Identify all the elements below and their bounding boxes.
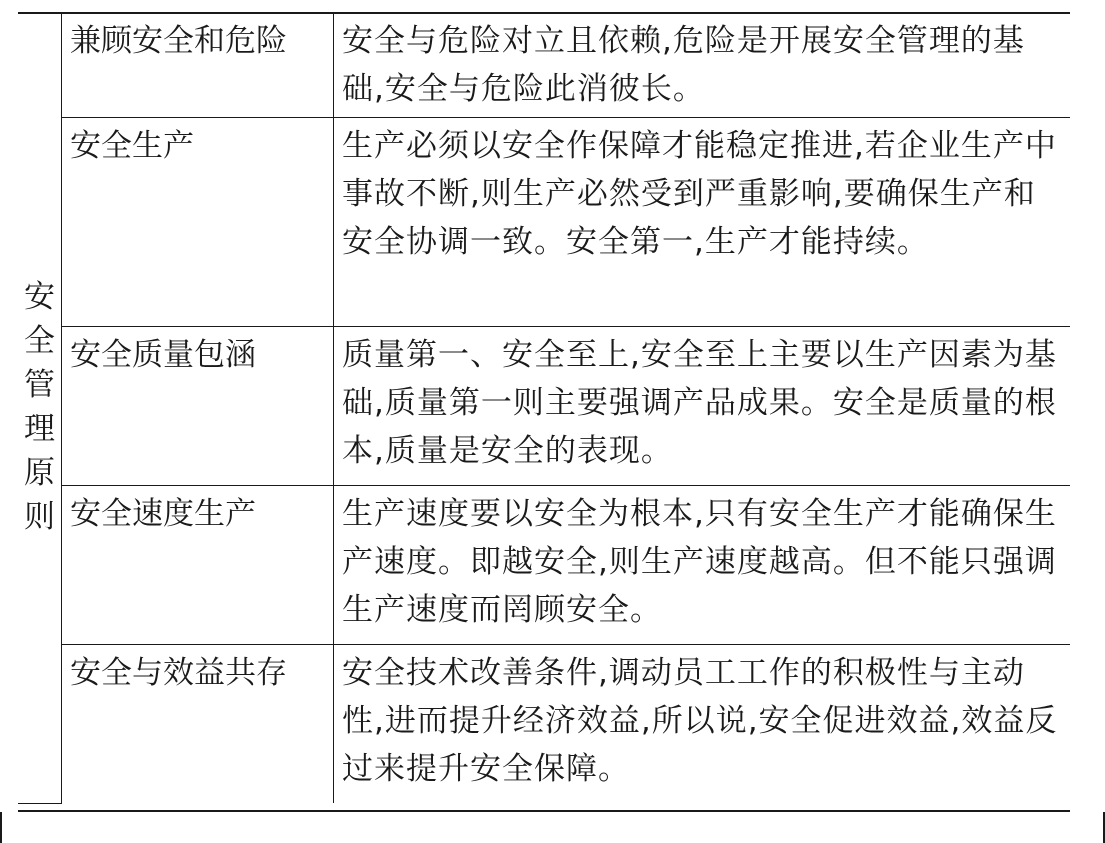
principle-description: 安全与危险对立且依赖,危险是开展安全管理的基础,安全与危险此消彼长。	[334, 13, 1071, 118]
principle-name: 兼顾安全和危险	[62, 13, 334, 118]
table-row	[18, 13, 1070, 118]
principle-description: 安全技术改善条件,调动员工工作的积极性与主动性,进而提升经济效益,所以说,安全促进效益,效益反过来提升安全保障。	[334, 645, 1071, 804]
table-row	[18, 486, 1070, 645]
table-row	[18, 645, 1070, 804]
principle-name: 安全速度生产	[62, 486, 334, 645]
table-row	[18, 118, 1070, 327]
safety-principles-table	[18, 13, 1070, 804]
principle-description: 生产速度要以安全为根本,只有安全生产才能确保生产速度。即越安全,则生产速度越高。但不能只强调生产速度而罔顾安全。	[334, 486, 1071, 645]
group-label: 安全管理原则	[24, 278, 55, 535]
principle-description: 质量第一、安全至上,安全至上主要以生产因素为基础,质量第一则主要强调产品成果。安全是质量的根本,质量是安全的表现。	[334, 327, 1071, 486]
principle-name: 安全生产	[62, 118, 334, 327]
principle-name: 安全与效益共存	[62, 645, 334, 804]
principle-name: 安全质量包涵	[62, 327, 334, 486]
principle-description: 生产必须以安全作保障才能稳定推进,若企业生产中事故不断,则生产必然受到严重影响,要确保生产和安全协调一致。安全第一,生产才能持续。	[334, 118, 1071, 327]
table-bottom-rule	[18, 810, 1070, 812]
table-row	[18, 327, 1070, 486]
group-cell	[18, 13, 62, 803]
page-left-border	[0, 812, 2, 843]
